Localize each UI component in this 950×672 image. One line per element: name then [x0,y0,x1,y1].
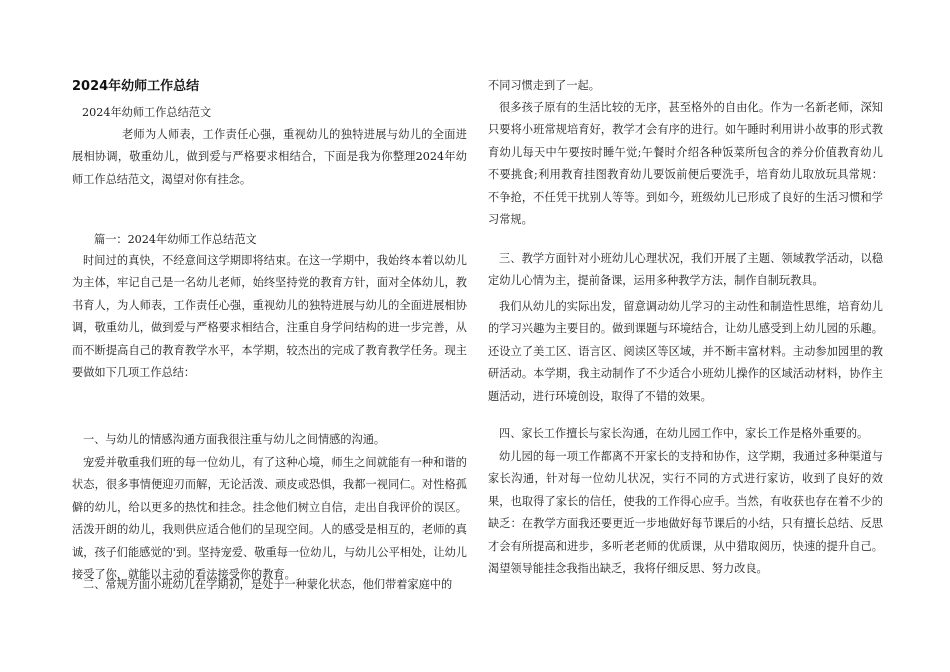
left-paragraph-4: 二、常规方面小班幼儿在学期初，是处于一种蒙化状态，他们带着家庭中的 [83,578,453,591]
right-paragraph-5: 四、家长工作擅长与家长沟通，在幼儿园工作中，家长工作是格外重要的。 [499,427,869,440]
left-paragraph-3: 宠爱并敬重我们班的每一位幼儿，有了这种心境，师生之间就能有一种和谐的状态，很多事情便迎刃而解，无论活泼、顽皮或恐惧，我都一视同仁。对性格孤僻的幼儿，给以更多的热忱和挂念。挂念他们树立自信，走出自我评价的误区。活泼开朗的幼儿，我则供应适合他们的呈现空间。人的感受是相互的，老师的真诚，孩子们能感觉的'到。坚持宠爱、敬重每一位幼儿，与幼儿公平相处，让幼儿接受了你，就能以主动的看法接受你的教育。 [72,456,467,582]
right-paragraph-1: 不同习惯走到了一起。 [488,79,600,92]
right-paragraph-6: 幼儿园的每一项工作都离不开家长的支持和协作，这学期，我通过多种渠道与家长沟通，针对每一位幼儿状况，实行不同的方式进行家访，收到了良好的效果，也取得了家长的信任，使我的工作得心应手。当然，有收获也存在着不少的缺乏：在教学方面我还要更近一步地做好每节课后的小结，只有擅长总结、反思才会有所提高和进步，多听老老师的优质课，从中猎取阅历，快速的提升自己。渴望领导能挂念我指出缺乏，我将仔细反思、努力改良。 [488,450,883,576]
intro-paragraph: 老师为人师表，工作责任心强，重视幼儿的独特进展与幼儿的全面进展相协调，敬重幼儿，做到爱与严格要求相结合，下面是我为你整理2024年幼师工作总结范文，渴望对你有挂念。 [72,128,467,186]
right-paragraph-4: 我们从幼儿的实际出发，留意调动幼儿学习的主动性和制造性思维，培育幼儿的学习兴趣为主要目的。做到课题与环境结合，让幼儿感受到上幼儿园的乐趣。还设立了美工区、语言区、阅读区等区域，并不断丰富材料。主动参加园里的教研活动。本学期，我主动制作了不少适合小班幼儿操作的区域活动材料，协作主题活动，进行环境创设，取得了不错的效果。 [488,300,883,403]
document-subtitle: 2024年幼师工作总结范文 [82,106,212,119]
right-paragraph-3: 三、教学方面针对小班幼儿心理状况，我们开展了主题、领域教学活动，以稳定幼儿心情为主，提前备课，运用多种教学方法，制作自制玩教具。 [488,252,883,288]
document-title: 2024年幼师工作总结 [72,79,200,94]
left-paragraph-1: 时间过的真快，不经意间这学期即将结束。在这一学期中，我始终本着以幼儿为主体，牢记自己是一名幼儿老师，始终坚持党的教育方针，面对全体幼儿，教书育人，为人师表，工作责任心强，重视幼儿的独特进展与幼儿的全面进展相协调，敬重幼儿，做到爱与严格要求相结合，注重自身学问结构的进一步完善，从而不断提高自己的教育教学水平，本学期，较杰出的完成了教育教学任务。现主要做如下几项工作总结： [72,254,467,380]
section-heading: 篇一：2024年幼师工作总结范文 [94,233,257,246]
right-paragraph-2: 很多孩子原有的生活比较的无序，甚至格外的自由化。作为一名新老师，深知只要将小班常规培育好，教学才会有序的进行。如午睡时利用讲小故事的形式教育幼儿每天中午要按时睡午觉;午餐时介绍各种饭菜所包含的养分价值教育幼儿不要挑食;利用教育挂图教育幼儿要饭前便后要洗手，培育幼儿取放玩具常规：不争抢，不任凭干扰别人等等。到如今，班级幼儿已形成了良好的生活习惯和学习常规。 [488,101,883,227]
left-paragraph-2: 一、与幼儿的情感沟通方面我很注重与幼儿之间情感的沟通。 [83,433,386,446]
